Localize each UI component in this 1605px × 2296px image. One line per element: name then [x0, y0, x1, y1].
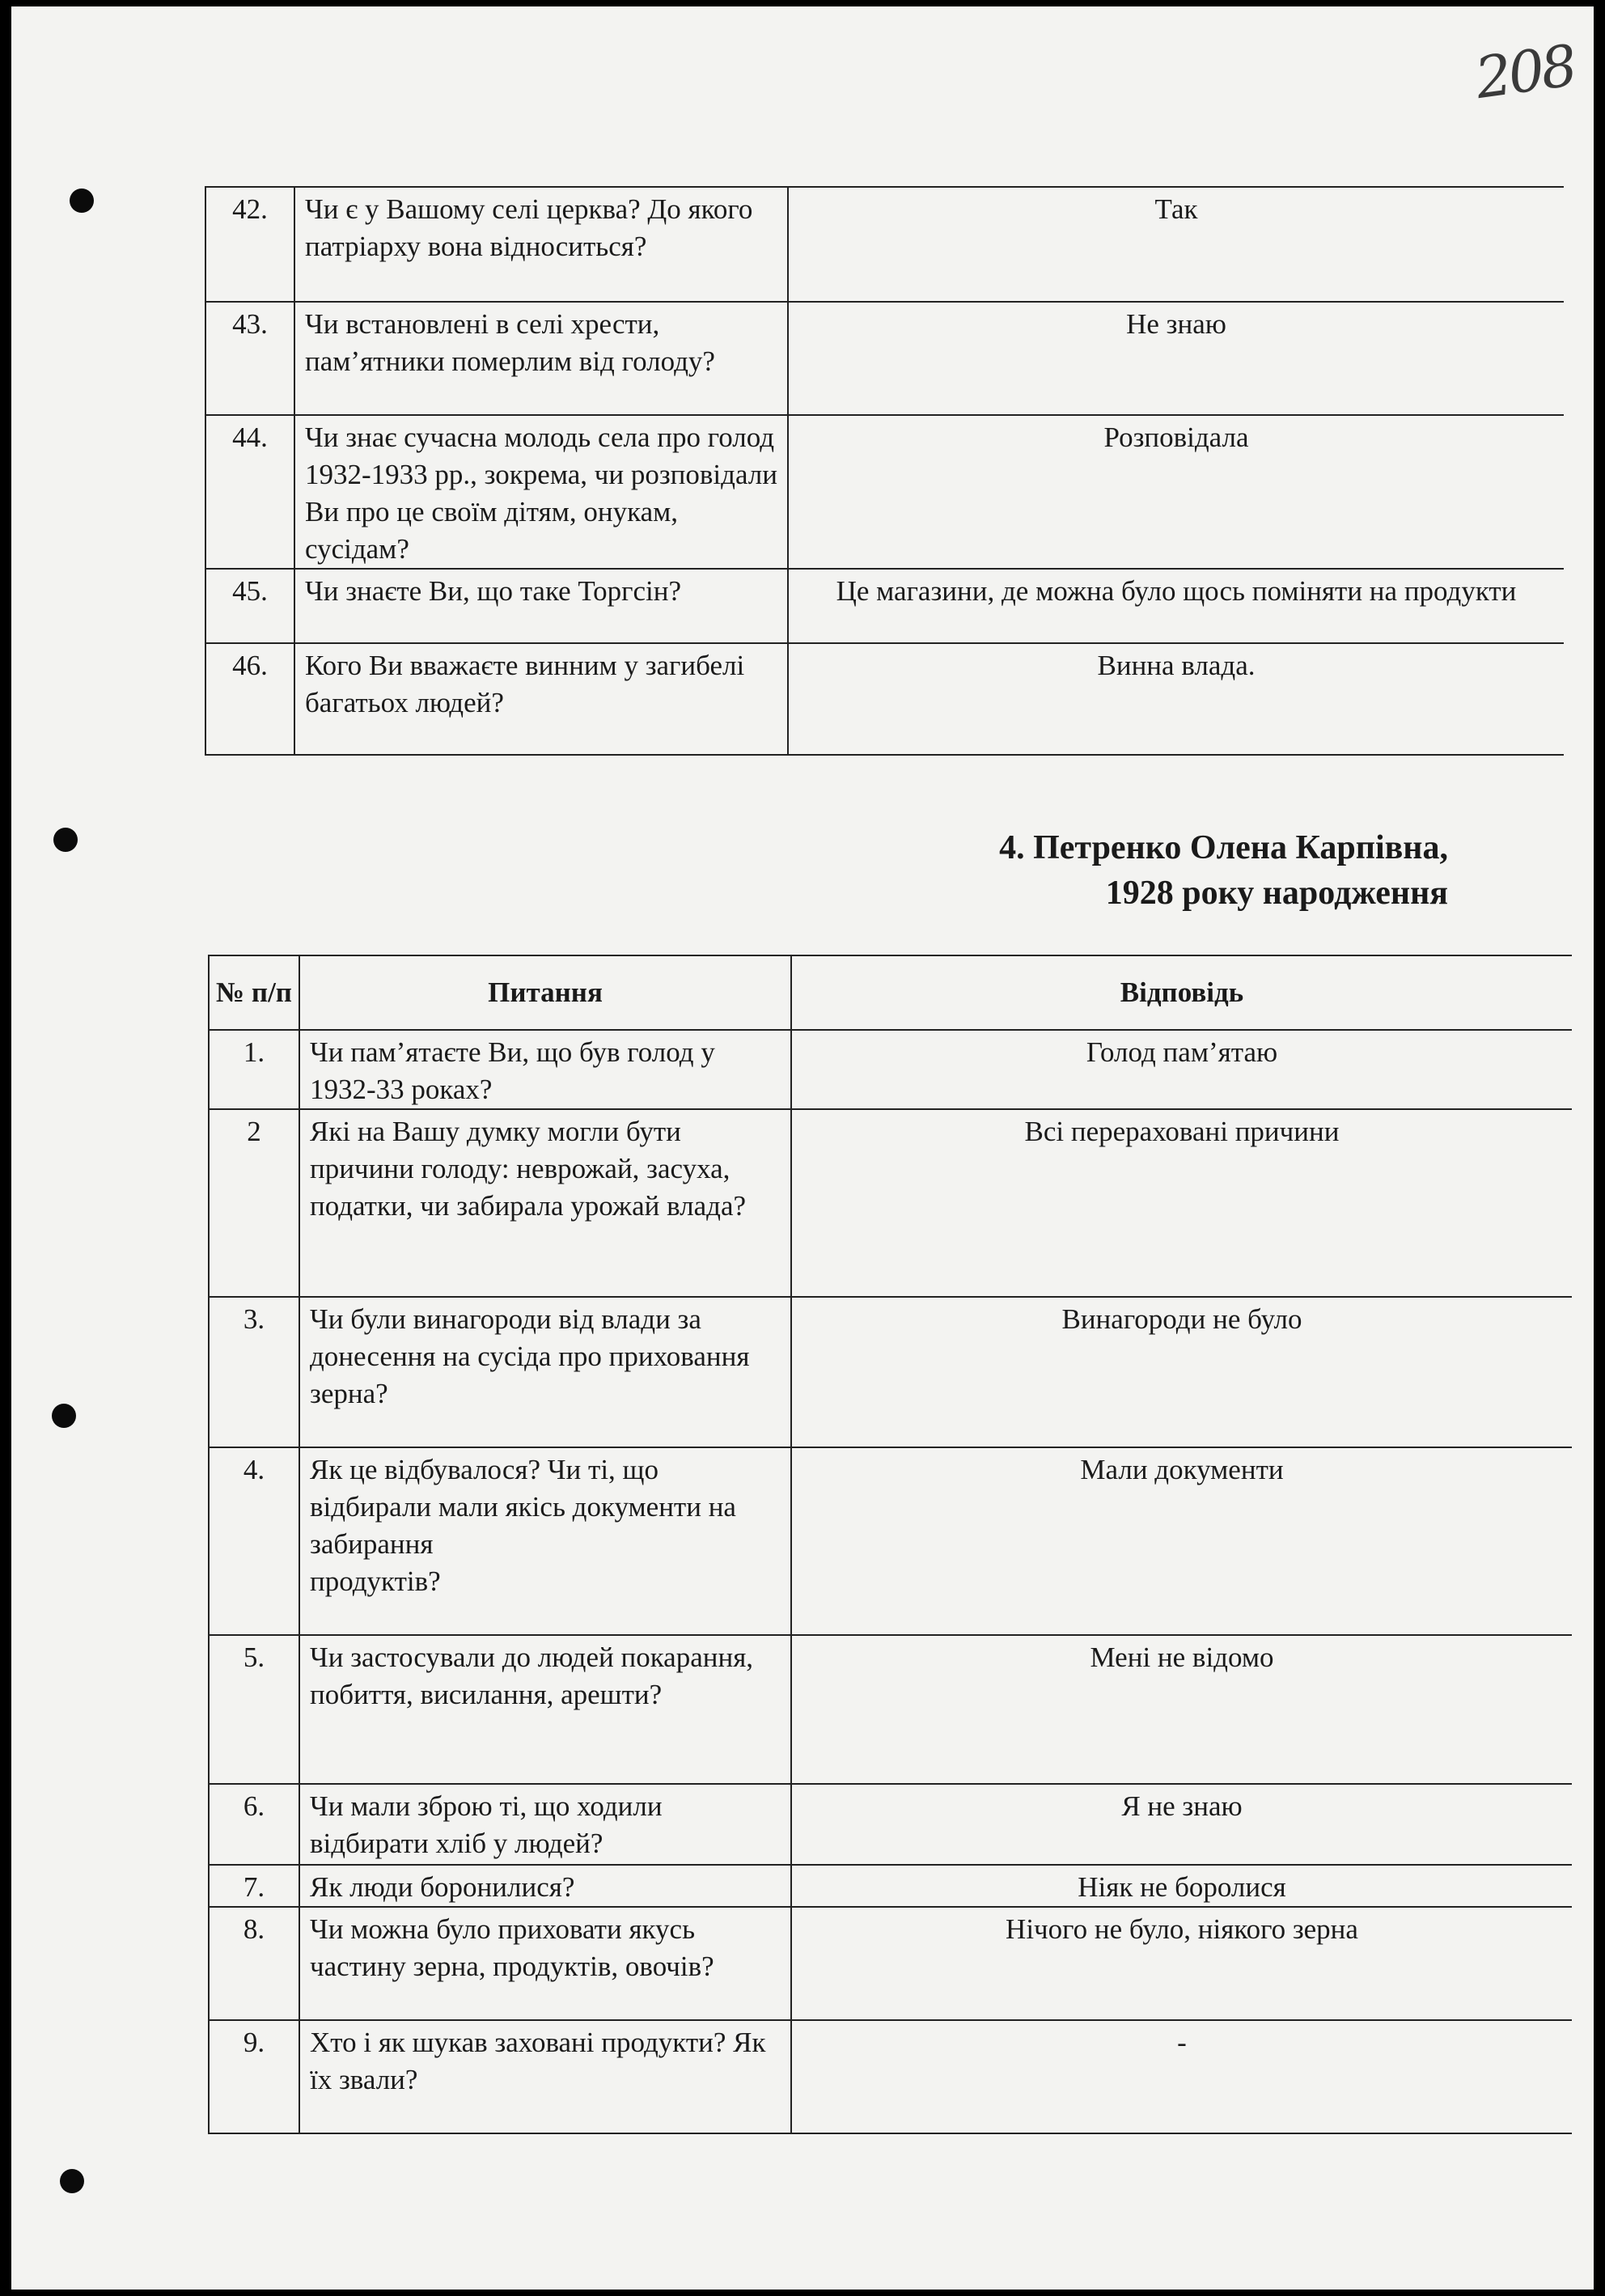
answer-cell: Розповідала [788, 415, 1564, 569]
punch-hole [52, 1404, 76, 1428]
question-cell: Як люди боронилися? [299, 1865, 791, 1907]
answer-cell: Я не знаю [791, 1784, 1572, 1865]
table-row [209, 2020, 1572, 2133]
table-row [209, 1635, 1572, 1784]
column-header-answer: Відповідь [791, 955, 1572, 1030]
question-cell: Чи можна було приховати якусь частину зерна, продуктів, овочів? [299, 1907, 791, 2020]
row-number: 3. [209, 1297, 299, 1447]
table-row [209, 1784, 1572, 1865]
answer-cell: Це магазини, де можна було щось поміняти на продукти [788, 569, 1564, 643]
table-row [205, 569, 1564, 643]
question-cell: Чи пам’ятаєте Ви, що був голод у 1932-33 роках? [299, 1030, 791, 1109]
answer-cell: Не знаю [788, 302, 1564, 415]
table-row [205, 415, 1564, 569]
questionnaire-table [208, 955, 1572, 2134]
handwritten-page-number: 208 [1471, 32, 1578, 112]
row-number: 46. [205, 643, 294, 755]
table-header-row [209, 955, 1572, 1030]
table-row [205, 643, 1564, 755]
answer-cell: Нічого не було, ніякого зерна [791, 1907, 1572, 2020]
answer-cell: Голод пам’ятаю [791, 1030, 1572, 1109]
questionnaire-table-continued [205, 186, 1564, 756]
row-number: 5. [209, 1635, 299, 1784]
table-row [209, 1030, 1572, 1109]
row-number: 7. [209, 1865, 299, 1907]
question-cell: Чи застосували до людей покарання, побиття, висилання, арешти? [299, 1635, 791, 1784]
question-cell: Кого Ви вважаєте винним у загибелі багатьох людей? [294, 643, 788, 755]
answer-cell: Мали документи [791, 1447, 1572, 1635]
table-row [209, 1865, 1572, 1907]
row-number: 2 [209, 1109, 299, 1297]
row-number: 44. [205, 415, 294, 569]
table-row [209, 1109, 1572, 1297]
answer-cell: Всі перераховані причини [791, 1109, 1572, 1297]
answer-cell: Ніяк не боролися [791, 1865, 1572, 1907]
table-row [209, 1447, 1572, 1635]
punch-hole [60, 2169, 84, 2193]
answer-cell: Винна влада. [788, 643, 1564, 755]
question-cell: Чи є у Вашому селі церква? До якого патріарху вона відноситься? [294, 187, 788, 302]
question-cell: Хто і як шукав заховані продукти? Як їх звали? [299, 2020, 791, 2133]
question-cell: Чи знаєте Ви, що таке Торгсін? [294, 569, 788, 643]
document-page [11, 6, 1594, 2290]
punch-hole [53, 828, 78, 852]
punch-hole [70, 189, 94, 213]
table-row [205, 302, 1564, 415]
table-row [205, 187, 1564, 302]
row-number: 4. [209, 1447, 299, 1635]
question-cell: Як це відбувалося? Чи ті, що відбирали мали якісь документи на забирання продуктів? [299, 1447, 791, 1635]
question-cell: Чи мали зброю ті, що ходили відбирати хліб у людей? [299, 1784, 791, 1865]
section-heading [999, 825, 1448, 916]
column-header-question: Питання [299, 955, 791, 1030]
table-row [209, 1297, 1572, 1447]
answer-cell: Винагороди не було [791, 1297, 1572, 1447]
row-number: 42. [205, 187, 294, 302]
question-cell: Чи були винагороди від влади за донесення на сусіда про приховання зерна? [299, 1297, 791, 1447]
row-number: 8. [209, 1907, 299, 2020]
question-cell: Чи знає сучасна молодь села про голод 1932-1933 рр., зокрема, чи розповідали Ви про це своїм дітям, онукам, сусідам? [294, 415, 788, 569]
row-number: 9. [209, 2020, 299, 2133]
answer-cell: Так [788, 187, 1564, 302]
answer-cell: Мені не відомо [791, 1635, 1572, 1784]
question-cell: Чи встановлені в селі хрести, пам’ятники померлим від голоду? [294, 302, 788, 415]
question-cell: Які на Вашу думку могли бути причини голоду: неврожай, засуха, податки, чи забирала урожай влада? [299, 1109, 791, 1297]
row-number: 43. [205, 302, 294, 415]
answer-cell: - [791, 2020, 1572, 2133]
respondent-birth-year: 1928 року народження [1105, 875, 1448, 912]
row-number: 1. [209, 1030, 299, 1109]
column-header-number: № п/п [209, 955, 299, 1030]
row-number: 45. [205, 569, 294, 643]
respondent-name: 4. Петренко Олена Карпівна, [999, 829, 1448, 866]
row-number: 6. [209, 1784, 299, 1865]
table-row [209, 1907, 1572, 2020]
